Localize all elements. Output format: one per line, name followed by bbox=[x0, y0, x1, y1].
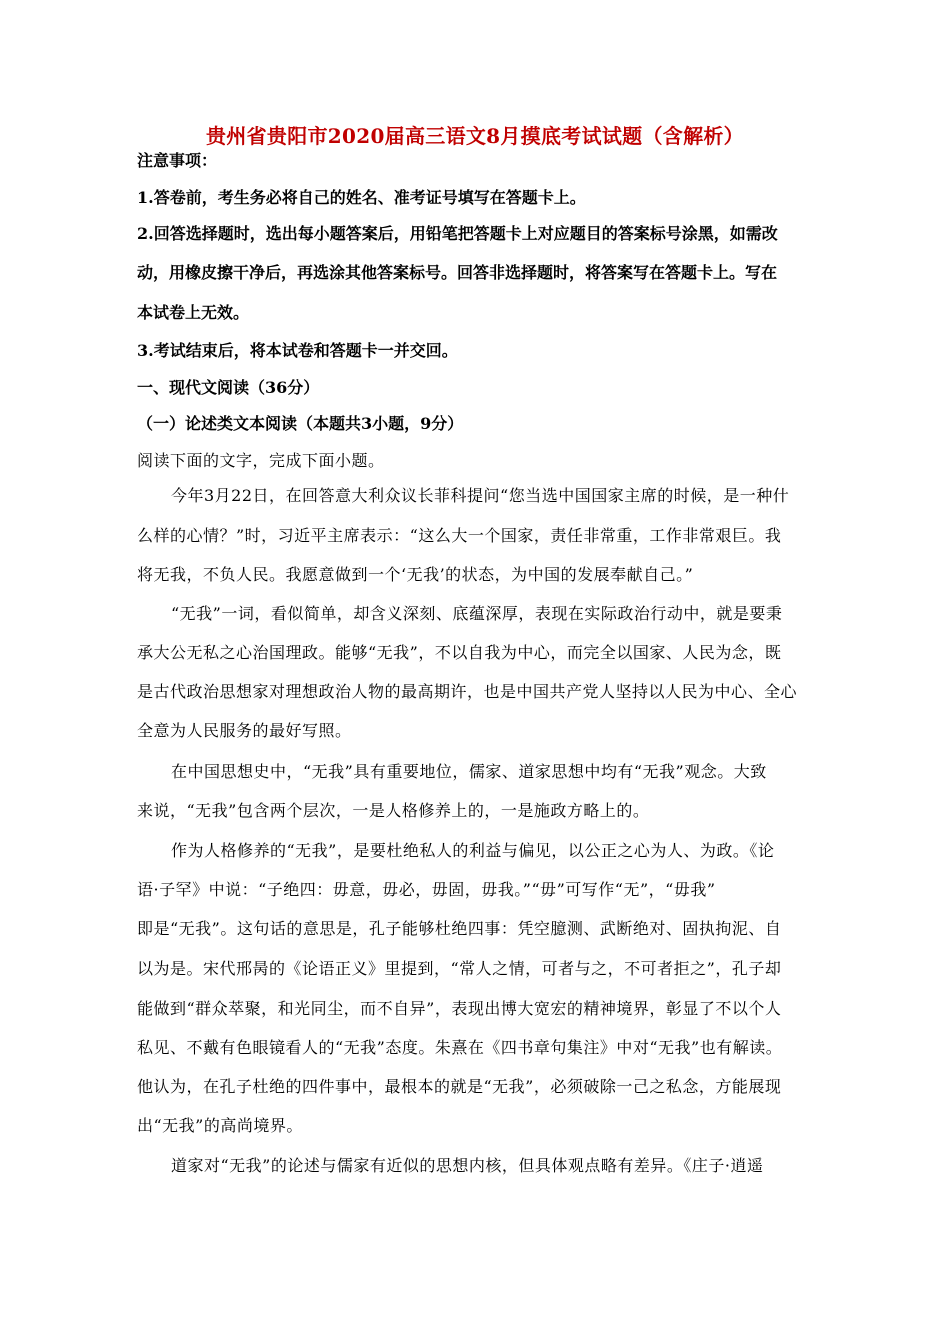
notice-item-3: 3.考试结束后，将本试卷和答题卡一并交回。 bbox=[137, 341, 458, 360]
paragraph-line: 出“无我”的高尚境界。 bbox=[137, 1116, 303, 1135]
paragraph-line: “无我”一词，看似简单，却含义深刻、底蕴深厚，表现在实际政治行动中，就是要秉 bbox=[171, 604, 783, 623]
notice-heading: 注意事项： bbox=[137, 151, 218, 170]
paragraph-line: 承大公无私之心治国理政。能够“无我”，不以自我为中心，而完全以国家、人民为念，既 bbox=[137, 643, 782, 662]
subsection-heading-1: （一）论述类文本阅读（本题共3小题，9分） bbox=[137, 414, 464, 433]
notice-item-2-line-1: 2.回答选择题时，选出每小题答案后，用铅笔把答题卡上对应题目的答案标号涂黑，如需改 bbox=[137, 224, 778, 243]
notice-item-1: 1.答卷前，考生务必将自己的姓名、准考证号填写在答题卡上。 bbox=[137, 188, 586, 207]
paragraph-line: 道家对“无我”的论述与儒家有近似的思想内核，但具体观点略有差异。《庄子·逍遥 bbox=[171, 1156, 764, 1175]
paragraph-line: 么样的心情？”时，习近平主席表示：“这么大一个国家，责任非常重，工作非常艰巨。我 bbox=[137, 526, 782, 545]
paragraph-line: 来说，“无我”包含两个层次，一是人格修养上的，一是施政方略上的。 bbox=[137, 801, 650, 820]
paragraph-line: 语·子罕》中说：“子绝四：毋意，毋必，毋固，毋我。”“毋”可写作“无”，“毋我” bbox=[137, 880, 716, 899]
notice-item-2-line-3: 本试卷上无效。 bbox=[137, 303, 250, 322]
paragraph-line: 今年3月22日，在回答意大利众议长菲科提问“您当选中国国家主席的时候，是一种什 bbox=[171, 486, 790, 505]
reading-instruction: 阅读下面的文字，完成下面小题。 bbox=[137, 451, 385, 470]
paragraph-line: 将无我，不负人民。我愿意做到一个‘无我’的状态，为中国的发展奉献自己。” bbox=[137, 565, 694, 584]
paragraph-line: 他认为，在孔子杜绝的四件事中，最根本的就是“无我”，必须破除一己之私念，方能展现 bbox=[137, 1077, 782, 1096]
paragraph-line: 全意为人民服务的最好写照。 bbox=[137, 721, 352, 740]
paragraph-line: 即是“无我”。这句话的意思是，孔子能够杜绝四事：凭空臆测、武断绝对、固执拘泥、自 bbox=[137, 919, 782, 938]
paragraph-line: 能做到“群众萃聚，和光同尘，而不自异”，表现出博大宽宏的精神境界，彰显了不以个人 bbox=[137, 999, 782, 1018]
paragraph-line: 以为是。宋代邢昺的《论语正义》里提到，“常人之情，可者与之，不可者拒之”，孔子却 bbox=[137, 959, 782, 978]
notice-item-2-line-2: 动，用橡皮擦干净后，再选涂其他答案标号。回答非选择题时，将答案写在答题卡上。写在 bbox=[137, 263, 778, 282]
section-heading-1: 一、现代文阅读（36分） bbox=[137, 378, 320, 397]
paragraph-line: 在中国思想史中，“无我”具有重要地位，儒家、道家思想中均有“无我”观念。大致 bbox=[171, 762, 767, 781]
paragraph-line: 私见、不戴有色眼镜看人的“无我”态度。朱熹在《四书章句集注》中对“无我”也有解读。 bbox=[137, 1038, 783, 1057]
paragraph-line: 作为人格修养的“无我”，是要杜绝私人的利益与偏见，以公正之心为人、为政。《论 bbox=[171, 841, 775, 860]
document-title: 贵州省贵阳市2020届高三语文8月摸底考试试题（含解析） bbox=[206, 124, 744, 148]
paragraph-line: 是古代政治思想家对理想政治人物的最高期许，也是中国共产党人坚持以人民为中心、全心 bbox=[137, 682, 798, 701]
